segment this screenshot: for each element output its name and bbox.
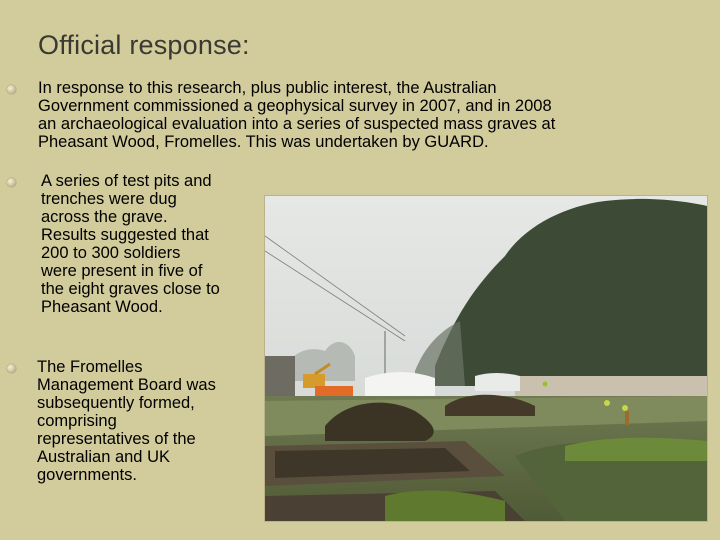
- bullet-item-test-pits: [41, 172, 266, 316]
- bullet-item-management-board: [37, 358, 262, 484]
- bullet-text: A series of test pits and trenches were dug across the grave. Results suggested that 200 to 300 soldiers were present in five of the eight graves close to Pheasant Wood.: [41, 172, 220, 316]
- bullet-icon: [7, 364, 16, 373]
- bullet-icon: [7, 85, 16, 94]
- excavation-site-photo: [264, 195, 708, 522]
- bullet-item-survey: [38, 79, 708, 151]
- bullet-text: In response to this research, plus public interest, the Australian Government commissioned a geophysical survey in 2007, and in 2008 an archaeological evaluation into a series of suspected mass graves at Pheasant Wood, Fromelles. This was undertaken by GUARD.: [38, 79, 556, 151]
- bullet-icon: [7, 178, 16, 187]
- bullet-text: The Fromelles Management Board was subsequently formed, comprising representatives of the Australian and UK governments.: [37, 358, 216, 484]
- slide-title: Official response:: [38, 30, 250, 60]
